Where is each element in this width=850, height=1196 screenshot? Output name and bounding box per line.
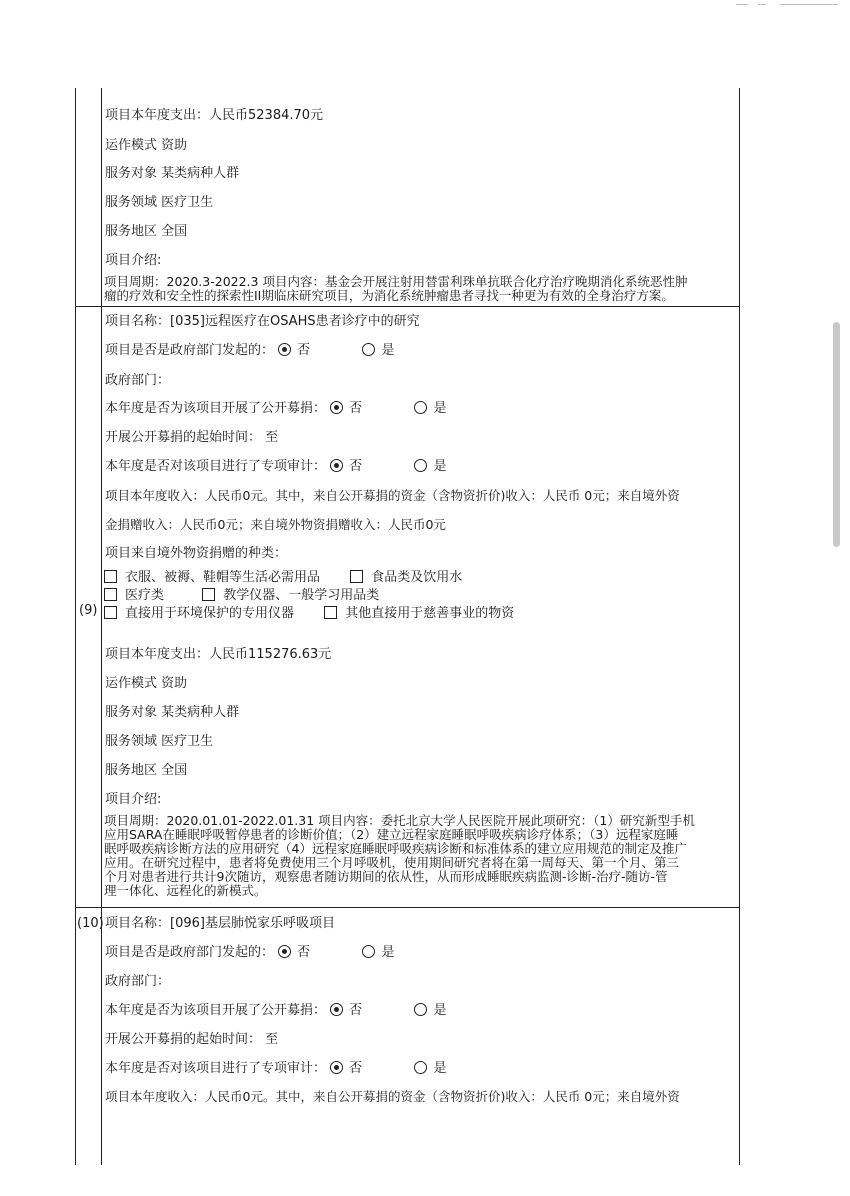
intro-line: 眠呼吸疾病诊断方法的应用研究（4）远程家庭睡眠呼吸疾病诊断和标准体系的建立应用规范的制定及推广 — [104, 841, 687, 856]
gov-initiated-question — [105, 343, 394, 359]
income-line: 项目本年度收入：人民币0元。其中，来自公开募捐的资金（含物资折价)收入：人民币 0元；来自境外资 — [105, 1089, 680, 1104]
radio-label: 是 — [433, 1003, 447, 1018]
intro-label: 项目介绍: — [105, 792, 162, 807]
project-intro — [104, 275, 736, 303]
goods-option-row — [104, 570, 462, 586]
income-line: 金捐赠收入：人民币0元；来自境外物资捐赠收入：人民币0元 — [105, 517, 446, 532]
radio-no-selected[interactable] — [330, 459, 343, 472]
radio-label: 否 — [297, 945, 311, 960]
row-separator-1 — [75, 306, 740, 307]
radio-label: 否 — [349, 459, 363, 474]
intro-line: 项目周期：2020.3-2022.3 项目内容：基金会开展注射用替雷利珠单抗联合化疗治疗晚期消化系统恶性肿 — [104, 274, 688, 289]
goods-option-row — [104, 606, 514, 622]
row-number: (9) — [79, 603, 98, 618]
intro-line: 理一体化、远程化的新模式。 — [104, 883, 267, 898]
checkbox[interactable] — [104, 588, 117, 601]
intro-line: 应用。在研究过程中，患者将免费使用三个月呼吸机，使用期间研究者将在第一周每天、第一个月、第三 — [104, 855, 680, 870]
service-region: 服务地区 全国 — [105, 224, 188, 239]
operation-mode: 运作模式 资助 — [105, 138, 188, 153]
checkbox[interactable] — [350, 570, 363, 583]
table-border-divider — [101, 88, 102, 1165]
gov-dept: 政府部门： — [105, 974, 171, 989]
checkbox[interactable] — [324, 606, 337, 619]
radio-yes[interactable] — [414, 401, 427, 414]
checkbox-label: 教学仪器、一般学习用品类 — [223, 588, 380, 603]
radio-label: 否 — [349, 1061, 363, 1076]
fundraising-start-time: 开展公开募捐的起始时间： 至 — [105, 430, 279, 445]
radio-yes[interactable] — [414, 1003, 427, 1016]
gov-initiated-question — [105, 945, 394, 961]
project-name: 项目名称：[096]基层肺悦家乐呼吸项目 — [105, 916, 335, 931]
service-field: 服务领域 医疗卫生 — [105, 734, 214, 749]
radio-no-selected[interactable] — [330, 1003, 343, 1016]
operation-mode: 运作模式 资助 — [105, 676, 188, 691]
radio-yes[interactable] — [414, 1061, 427, 1074]
goods-option-row — [104, 588, 379, 604]
radio-label: 是 — [433, 459, 447, 474]
service-region: 服务地区 全国 — [105, 763, 188, 778]
fundraising-question — [105, 401, 446, 417]
radio-label: 否 — [349, 401, 363, 416]
radio-label: 是 — [381, 945, 395, 960]
question-label: 本年度是否为该项目开展了公开募捐： — [105, 401, 327, 416]
project-expense: 项目本年度支出：人民币115276.63元 — [105, 647, 332, 662]
intro-line: 瘤的疗效和安全性的探索性II期临床研究项目，为消化系统肿瘤患者寻找一种更为有效的全身治疗方案。 — [104, 288, 674, 303]
question-label: 本年度是否对该项目进行了专项审计： — [105, 1061, 327, 1076]
radio-label: 否 — [349, 1003, 363, 1018]
table-border-right — [739, 88, 740, 1165]
radio-no-selected[interactable] — [278, 343, 291, 356]
scan-marks — [736, 2, 846, 8]
radio-no-selected[interactable] — [278, 945, 291, 958]
intro-line: 项目周期：2020.01.01-2022.01.31 项目内容：委托北京大学人民医院开展此项研究：（1）研究新型手机 — [104, 813, 695, 828]
radio-label: 是 — [433, 401, 447, 416]
radio-yes[interactable] — [362, 945, 375, 958]
checkbox-label: 直接用于环境保护的专用仪器 — [125, 606, 295, 621]
question-label: 本年度是否对该项目进行了专项审计： — [105, 459, 327, 474]
intro-label: 项目介绍: — [105, 253, 162, 268]
table-border-left — [75, 88, 76, 1165]
service-target: 服务对象 某类病种人群 — [105, 705, 240, 720]
question-label: 本年度是否为该项目开展了公开募捐： — [105, 1003, 327, 1018]
checkbox-label: 其他直接用于慈善事业的物资 — [345, 606, 515, 621]
checkbox-label: 衣服、被褥、鞋帽等生活必需用品 — [125, 570, 321, 585]
intro-line: 个月对患者进行共计9次随访，观察患者随访期间的依从性，从而形成睡眠疾病监测-诊断-治疗-随访-管 — [104, 869, 668, 884]
project-expense: 项目本年度支出：人民币52384.70元 — [105, 108, 324, 123]
radio-yes[interactable] — [362, 343, 375, 356]
radio-no-selected[interactable] — [330, 401, 343, 414]
checkbox-label: 医疗类 — [125, 588, 165, 603]
gov-dept: 政府部门： — [105, 373, 171, 388]
radio-no-selected[interactable] — [330, 1061, 343, 1074]
row-separator-2 — [75, 907, 740, 908]
question-label: 项目是否是政府部门发起的： — [105, 945, 275, 960]
radio-yes[interactable] — [414, 459, 427, 472]
service-field: 服务领域 医疗卫生 — [105, 195, 214, 210]
radio-label: 否 — [297, 343, 311, 358]
checkbox[interactable] — [202, 588, 215, 601]
row-number: (10) — [77, 916, 104, 931]
service-target: 服务对象 某类病种人群 — [105, 166, 240, 181]
audit-question — [105, 1061, 446, 1077]
checkbox-label: 食品类及饮用水 — [371, 570, 463, 585]
radio-label: 是 — [433, 1061, 447, 1076]
checkbox[interactable] — [104, 570, 117, 583]
scrollbar-thumb[interactable] — [833, 322, 840, 547]
fundraising-question — [105, 1003, 446, 1019]
fundraising-start-time: 开展公开募捐的起始时间： 至 — [105, 1032, 279, 1047]
intro-line: 应用SARA在睡眠呼吸暂停患者的诊断价值；（2）建立远程家庭睡眠呼吸疾病诊疗体系；（3）远程家庭睡 — [104, 827, 679, 842]
radio-label: 是 — [381, 343, 395, 358]
question-label: 项目是否是政府部门发起的： — [105, 343, 275, 358]
checkbox[interactable] — [104, 606, 117, 619]
project-name: 项目名称：[035]远程医疗在OSAHS患者诊疗中的研究 — [105, 314, 420, 329]
income-line: 项目本年度收入：人民币0元。其中，来自公开募捐的资金（含物资折价)收入：人民币 0元；来自境外资 — [105, 488, 680, 503]
goods-type-question: 项目来自境外物资捐赠的种类： — [105, 546, 288, 561]
project-intro — [104, 814, 736, 898]
audit-question — [105, 459, 446, 475]
